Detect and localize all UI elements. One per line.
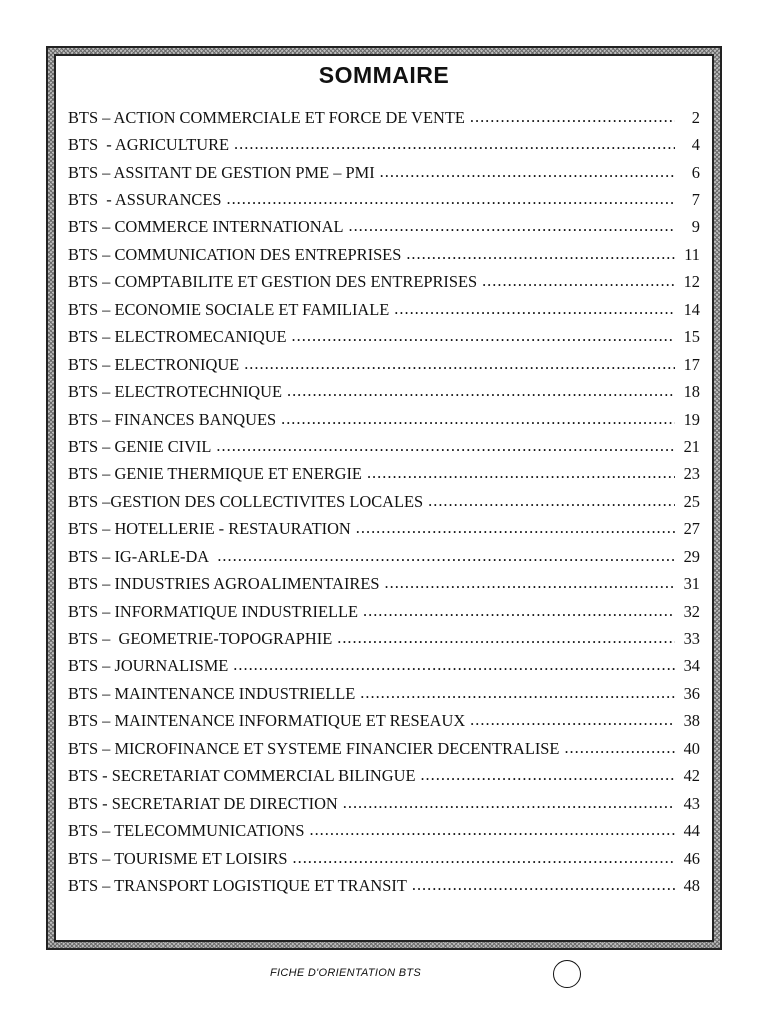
toc-entry-page-number: 31 — [683, 574, 700, 594]
dot-leader — [367, 463, 675, 483]
toc-entry[interactable] — [68, 872, 700, 899]
toc-entry-label: BTS – MAINTENANCE INDUSTRIELLE — [68, 683, 356, 703]
dot-leader — [380, 162, 675, 182]
toc-entry-page-number: 38 — [683, 711, 700, 731]
toc-entry-page-number: 6 — [691, 162, 700, 182]
toc-entry-page-number: 34 — [683, 656, 700, 676]
table-of-contents — [68, 104, 700, 900]
toc-entry-label: BTS – ELECTRONIQUE — [68, 354, 240, 374]
dot-leader — [394, 299, 675, 319]
dot-leader — [293, 848, 676, 868]
toc-entry-label: BTS – ELECTROTECHNIQUE — [68, 382, 282, 402]
toc-entry[interactable] — [68, 131, 700, 158]
dot-leader — [470, 710, 675, 730]
dot-leader — [482, 271, 675, 291]
toc-entry-label: BTS – TRANSPORT LOGISTIQUE ET TRANSIT — [68, 875, 407, 895]
dot-leader — [356, 518, 675, 538]
toc-entry-label: BTS - ASSURANCES — [68, 190, 222, 210]
toc-entry-label: BTS – TELECOMMUNICATIONS — [68, 821, 305, 841]
dot-leader — [564, 738, 675, 758]
toc-entry-label: BTS – INDUSTRIES AGROALIMENTAIRES — [68, 574, 380, 594]
toc-entry[interactable] — [68, 845, 700, 872]
toc-entry-page-number: 19 — [683, 409, 700, 429]
toc-entry-page-number: 18 — [683, 382, 700, 402]
toc-entry-page-number: 9 — [691, 217, 700, 237]
toc-entry-page-number: 15 — [683, 327, 700, 347]
toc-entry[interactable] — [68, 241, 700, 268]
toc-entry[interactable] — [68, 104, 700, 131]
toc-entry-page-number: 36 — [683, 683, 700, 703]
toc-entry[interactable] — [68, 269, 700, 296]
contents-panel — [54, 54, 714, 942]
toc-entry-page-number: 43 — [683, 793, 700, 813]
toc-entry-label: BTS - SECRETARIAT COMMERCIAL BILINGUE — [68, 766, 416, 786]
toc-entry-label: BTS – GEOMETRIE-TOPOGRAPHIE — [68, 629, 333, 649]
toc-entry[interactable] — [68, 790, 700, 817]
toc-entry[interactable] — [68, 378, 700, 405]
toc-entry-page-number: 2 — [691, 107, 700, 127]
toc-entry-page-number: 42 — [683, 766, 700, 786]
toc-entry-label: BTS - AGRICULTURE — [68, 135, 230, 155]
toc-entry-page-number: 46 — [683, 848, 700, 868]
toc-entry[interactable] — [68, 433, 700, 460]
toc-entry[interactable] — [68, 296, 700, 323]
toc-entry[interactable] — [68, 598, 700, 625]
toc-entry-label: BTS – FINANCES BANQUES — [68, 409, 277, 429]
toc-entry-label: BTS – IG-ARLE-DA — [68, 546, 213, 566]
page-title: SOMMAIRE — [318, 62, 450, 88]
toc-entry-page-number: 25 — [683, 491, 700, 511]
toc-entry-label: BTS – COMPTABILITE ET GESTION DES ENTREPRISES — [68, 272, 478, 292]
dot-leader — [226, 189, 675, 209]
toc-entry-label: BTS – MAINTENANCE INFORMATIQUE ET RESEAUX — [68, 711, 466, 731]
page-number-circle — [553, 960, 581, 988]
toc-entry-label: BTS – TOURISME ET LOISIRS — [68, 848, 288, 868]
toc-entry-page-number: 40 — [683, 738, 700, 758]
toc-entry-page-number: 29 — [683, 546, 700, 566]
toc-entry-page-number: 4 — [691, 135, 700, 155]
toc-entry[interactable] — [68, 708, 700, 735]
toc-entry-page-number: 17 — [683, 354, 700, 374]
dot-leader — [406, 244, 675, 264]
toc-entry[interactable] — [68, 625, 700, 652]
toc-entry-page-number: 12 — [683, 272, 700, 292]
toc-entry-label: BTS - SECRETARIAT DE DIRECTION — [68, 793, 338, 813]
toc-entry[interactable] — [68, 351, 700, 378]
toc-entry[interactable] — [68, 516, 700, 543]
toc-entry-label: BTS – ACTION COMMERCIALE ET FORCE DE VENTE — [68, 107, 465, 127]
dot-leader — [217, 546, 675, 566]
dot-leader — [420, 765, 675, 785]
dot-leader — [234, 134, 675, 154]
toc-entry[interactable] — [68, 543, 700, 570]
dot-leader — [428, 491, 675, 511]
page-footer — [0, 964, 768, 988]
dot-leader — [309, 820, 675, 840]
toc-entry-page-number: 48 — [683, 875, 700, 895]
toc-entry[interactable] — [68, 817, 700, 844]
toc-entry-label: BTS – JOURNALISME — [68, 656, 229, 676]
toc-entry[interactable] — [68, 680, 700, 707]
toc-entry-label: BTS – ASSITANT DE GESTION PME – PMI — [68, 162, 375, 182]
toc-entry-label: BTS – GENIE CIVIL — [68, 436, 212, 456]
dot-leader — [233, 655, 675, 675]
dot-leader — [244, 354, 675, 374]
toc-entry-label: BTS – HOTELLERIE - RESTAURATION — [68, 519, 351, 539]
toc-entry[interactable] — [68, 186, 700, 213]
toc-entry[interactable] — [68, 406, 700, 433]
dot-leader — [343, 793, 675, 813]
toc-entry-label: BTS – INFORMATIQUE INDUSTRIELLE — [68, 601, 359, 621]
toc-entry-page-number: 14 — [683, 299, 700, 319]
toc-entry-page-number: 21 — [683, 436, 700, 456]
toc-entry[interactable] — [68, 653, 700, 680]
dot-leader — [360, 683, 675, 703]
toc-entry-label: BTS – GENIE THERMIQUE ET ENERGIE — [68, 464, 362, 484]
toc-entry[interactable] — [68, 324, 700, 351]
toc-entry[interactable] — [68, 735, 700, 762]
toc-entry-page-number: 7 — [691, 190, 700, 210]
dot-leader — [287, 381, 675, 401]
toc-entry[interactable] — [68, 763, 700, 790]
dot-leader — [292, 326, 675, 346]
toc-entry-label: BTS – COMMUNICATION DES ENTREPRISES — [68, 244, 402, 264]
dot-leader — [363, 601, 675, 621]
dot-leader — [337, 628, 675, 648]
toc-entry-page-number: 32 — [683, 601, 700, 621]
dot-leader — [348, 216, 675, 236]
dot-leader — [281, 409, 675, 429]
toc-entry-label: BTS – MICROFINANCE ET SYSTEME FINANCIER DECENTRALISE — [68, 738, 560, 758]
toc-entry[interactable] — [68, 488, 700, 515]
toc-entry[interactable] — [68, 461, 700, 488]
toc-entry-page-number: 27 — [683, 519, 700, 539]
toc-entry-page-number: 23 — [683, 464, 700, 484]
toc-entry-label: BTS – ECONOMIE SOCIALE ET FAMILIALE — [68, 299, 390, 319]
toc-entry-label: BTS – ELECTROMECANIQUE — [68, 327, 287, 347]
toc-entry[interactable] — [68, 159, 700, 186]
dot-leader — [412, 875, 675, 895]
toc-entry-label: BTS – COMMERCE INTERNATIONAL — [68, 217, 344, 237]
toc-entry-label: BTS –GESTION DES COLLECTIVITES LOCALES — [68, 491, 424, 511]
footer-text: FICHE D'ORIENTATION BTS — [270, 967, 421, 979]
toc-entry[interactable] — [68, 570, 700, 597]
dot-leader — [385, 573, 676, 593]
dot-leader — [470, 107, 675, 127]
toc-entry-page-number: 11 — [684, 244, 700, 264]
decorative-page-border — [46, 46, 722, 950]
toc-entry[interactable] — [68, 214, 700, 241]
toc-entry-page-number: 44 — [683, 821, 700, 841]
dot-leader — [216, 436, 675, 456]
toc-entry-page-number: 33 — [683, 629, 700, 649]
